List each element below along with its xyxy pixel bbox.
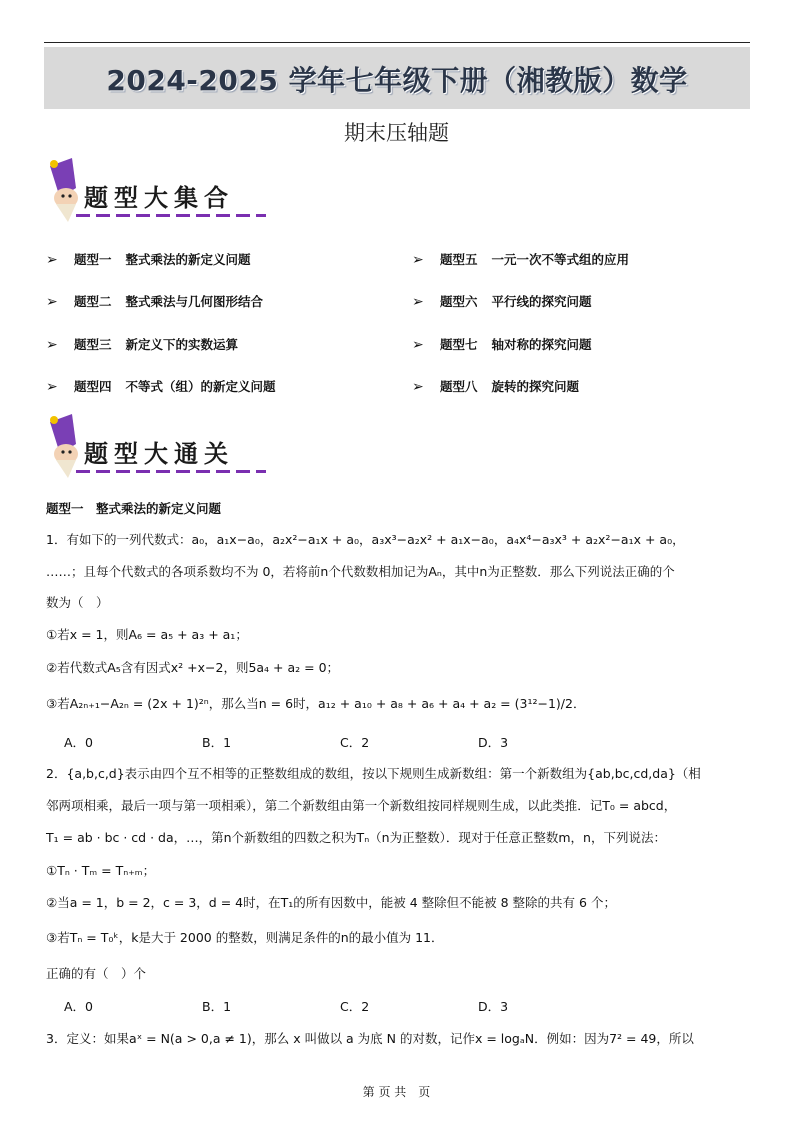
toc-name: 新定义下的实数运算 <box>125 337 239 352</box>
section-underline <box>76 214 266 217</box>
option-b[interactable]: B．1 <box>202 999 232 1014</box>
q2-prompt: 正确的有（ ）个 <box>46 966 147 981</box>
section-logo-challenge <box>46 414 266 484</box>
q1-statement-1: ①若x = 1，则A₆ = a₅ + a₃ + a₁； <box>46 627 248 642</box>
q3-line1: 3．定义：如果aˣ = N(a > 0,a ≠ 1)，那么 x 叫做以 a 为底 N 的对数，记作x = logₐN．例如：因为7² = 49，所以 <box>46 1031 694 1046</box>
option-c[interactable]: C．2 <box>340 735 370 750</box>
option-b[interactable]: B．1 <box>202 735 232 750</box>
q2-statement-1: ①Tₙ · Tₘ = Tₙ₊ₘ； <box>46 863 156 878</box>
toc-number: 题型四 <box>74 379 112 394</box>
q2-statement-2: ②当a = 1，b = 2，c = 3，d = 4时，在T₁的所有因数中，能被 4 整除但不能被 8 整除的共有 6 个； <box>46 895 616 910</box>
arrow-icon: ➢ <box>412 379 424 395</box>
arrow-icon: ➢ <box>46 379 58 395</box>
toc-item[interactable] <box>412 292 592 310</box>
question-type-heading: 题型一 整式乘法的新定义问题 <box>46 501 222 516</box>
q2-line3: T₁ = ab · bc · cd · da，…，第n个新数组的四数之积为Tₙ（n为正整数）．现对于任意正整数m，n，下列说法： <box>46 830 666 845</box>
q1-line2: ……；且每个代数式的各项系数均不为 0，若将前n个代数数相加记为Aₙ，其中n为正整数．那么下列说法正确的个 <box>46 564 675 579</box>
q2-line2: 邻两项相乘，最后一项与第一项相乘），第二个新数组由第一个新数组按同样规则生成，以此类推．记T₀ = abcd， <box>46 798 677 813</box>
toc-number: 题型六 <box>440 294 478 309</box>
title-banner <box>44 47 750 109</box>
q2-statement-3: ③若Tₙ = T₀ᵏ，k是大于 2000 的整数，则满足条件的n的最小值为 11． <box>46 930 444 945</box>
section-logo-collection <box>46 158 266 228</box>
option-c[interactable]: C．2 <box>340 999 370 1014</box>
section-underline <box>76 470 266 473</box>
toc-name: 整式乘法的新定义问题 <box>125 252 251 267</box>
toc-number: 题型八 <box>440 379 478 394</box>
toc-item[interactable] <box>46 250 251 268</box>
option-a[interactable]: A．0 <box>64 999 94 1014</box>
q1-line1: 1．有如下的一列代数式：a₀，a₁x−a₀，a₂x²−a₁x + a₀，a₃x³−a₂x² + a₁x−a₀，a₄x⁴−a₃x³ + a₂x²−a₁x + a₀， <box>46 532 685 547</box>
option-d[interactable]: D．3 <box>478 735 509 750</box>
toc-item[interactable] <box>46 292 263 310</box>
option-d[interactable]: D．3 <box>478 999 509 1014</box>
toc-number: 题型七 <box>440 337 478 352</box>
toc-number: 题型三 <box>74 337 112 352</box>
toc-number: 题型二 <box>74 294 112 309</box>
arrow-icon: ➢ <box>46 337 58 353</box>
section-label: 题型大通关 <box>84 439 234 468</box>
top-rule <box>44 42 750 43</box>
toc-item[interactable] <box>46 335 238 353</box>
toc-item[interactable] <box>412 377 579 395</box>
q1-options <box>64 733 616 751</box>
toc-number: 题型五 <box>440 252 478 267</box>
arrow-icon: ➢ <box>412 252 424 268</box>
document-subtitle: 期末压轴题 <box>344 121 449 145</box>
arrow-icon: ➢ <box>46 294 58 310</box>
toc-name: 整式乘法与几何图形结合 <box>125 294 264 309</box>
q1-statement-3: ③若A₂ₙ₊₁−A₂ₙ = (2x + 1)²ⁿ，那么当n = 6时，a₁₂ + a₁₀ + a₈ + a₆ + a₄ + a₂ = (3¹²−1)/2． <box>46 696 586 711</box>
option-a[interactable]: A．0 <box>64 735 94 750</box>
toc-name: 旋转的探究问题 <box>491 379 580 394</box>
q1-line3: 数为（ ） <box>46 595 109 610</box>
toc-number: 题型一 <box>74 252 112 267</box>
toc-item[interactable] <box>412 250 629 268</box>
toc-item[interactable] <box>46 377 276 395</box>
toc-name: 轴对称的探究问题 <box>491 337 592 352</box>
toc-name: 一元一次不等式组的应用 <box>491 252 630 267</box>
toc-name: 平行线的探究问题 <box>491 294 592 309</box>
toc-item[interactable] <box>412 335 592 353</box>
document-title: 2024-2025 学年七年级下册（湘教版）数学 <box>106 64 688 97</box>
q1-statement-2: ②若代数式A₅含有因式x² +x−2，则5a₄ + a₂ = 0； <box>46 660 340 675</box>
section-label: 题型大集合 <box>84 183 234 212</box>
q2-options <box>64 997 616 1015</box>
arrow-icon: ➢ <box>412 294 424 310</box>
arrow-icon: ➢ <box>412 337 424 353</box>
q2-line1: 2．{a,b,c,d}表示由四个互不相等的正整数组成的数组，按以下规则生成新数组：第一个新数组为{ab,bc,cd,da}（相 <box>46 766 701 781</box>
toc-name: 不等式（组）的新定义问题 <box>125 379 276 394</box>
page-footer: 第 页 共 页 <box>362 1085 431 1099</box>
arrow-icon: ➢ <box>46 252 58 268</box>
